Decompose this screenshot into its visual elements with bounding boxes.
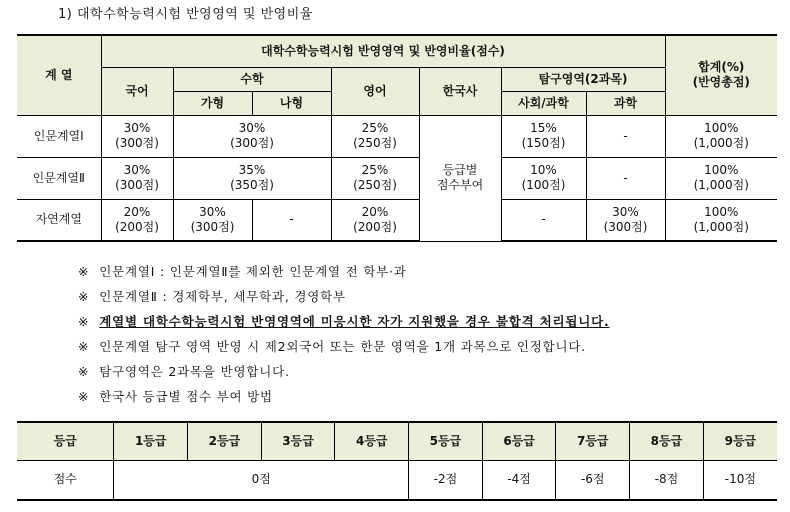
header-math-a: 가형 bbox=[173, 91, 252, 115]
section-heading: 1) 대학수학능력시험 반영영역 및 반영비율 bbox=[58, 7, 313, 22]
row-name: 자연계열 bbox=[17, 199, 101, 241]
cell-total: 100% (1,000점) bbox=[665, 115, 777, 157]
cell-english: 25% (250점) bbox=[331, 115, 419, 157]
note-mark: ※ bbox=[78, 389, 90, 404]
cell-social: 10% (100점) bbox=[501, 157, 586, 199]
note-item: ※ 한국사 등급별 점수 부여 방법 bbox=[78, 389, 273, 404]
grade-header: 5등급 bbox=[409, 422, 483, 460]
cell-science: - bbox=[586, 157, 665, 199]
reflection-ratio-table bbox=[17, 34, 777, 242]
header-science: 과학 bbox=[586, 91, 665, 115]
cell-social: - bbox=[501, 199, 586, 241]
cell-math-b: - bbox=[252, 199, 331, 241]
cell-total: 100% (1,000점) bbox=[665, 157, 777, 199]
cell-korean: 30% (300점) bbox=[101, 157, 173, 199]
row-name: 인문계열Ⅰ bbox=[17, 115, 101, 157]
score-cell: -6점 bbox=[556, 460, 630, 500]
score-label: 점수 bbox=[17, 460, 114, 500]
grade-header: 1등급 bbox=[114, 422, 188, 460]
note-item: ※ 인문계열Ⅱ : 경제학부, 세무학과, 경영학부 bbox=[78, 289, 346, 304]
cell-total: 100% (1,000점) bbox=[665, 199, 777, 241]
score-cell: -2점 bbox=[409, 460, 483, 500]
header-grade: 등급 bbox=[17, 422, 114, 460]
note-mark: ※ bbox=[78, 264, 90, 279]
grade-header: 6등급 bbox=[482, 422, 556, 460]
header-group: 계 열 bbox=[17, 35, 101, 115]
cell-science: 30% (300점) bbox=[586, 199, 665, 241]
cell-english: 25% (250점) bbox=[331, 157, 419, 199]
header-social: 사회/과학 bbox=[501, 91, 586, 115]
grade-header: 3등급 bbox=[261, 422, 335, 460]
header-inquiry: 탐구영역(2과목) bbox=[501, 67, 665, 91]
table-row bbox=[17, 199, 777, 241]
history-grade-table bbox=[17, 421, 777, 501]
grade-header: 7등급 bbox=[556, 422, 630, 460]
note-mark: ※ bbox=[78, 314, 90, 329]
header-history: 한국사 bbox=[419, 67, 501, 115]
cell-korean: 20% (200점) bbox=[101, 199, 173, 241]
header-main: 대학수학능력시험 반영영역 및 반영비율(점수) bbox=[101, 35, 665, 67]
grade-header: 4등급 bbox=[335, 422, 409, 460]
note-mark: ※ bbox=[78, 289, 90, 304]
note-item-emphasis: ※ 계열별 대학수학능력시험 반영영역에 미응시한 자가 지원했을 경우 불합격 처리됩니다. bbox=[78, 314, 610, 329]
note-mark: ※ bbox=[78, 364, 90, 379]
header-korean: 국어 bbox=[101, 67, 173, 115]
grade-header: 2등급 bbox=[188, 422, 262, 460]
cell-math-a: 30% (300점) bbox=[173, 199, 252, 241]
header-math: 수학 bbox=[173, 67, 331, 91]
score-cell: -4점 bbox=[482, 460, 556, 500]
table-row bbox=[17, 115, 777, 157]
header-math-b: 나형 bbox=[252, 91, 331, 115]
cell-korean: 30% (300점) bbox=[101, 115, 173, 157]
cell-history: 등급별 점수부여 bbox=[419, 115, 501, 241]
grade-header: 8등급 bbox=[630, 422, 704, 460]
score-cell: -8점 bbox=[630, 460, 704, 500]
table-row bbox=[17, 157, 777, 199]
grade-header: 9등급 bbox=[703, 422, 777, 460]
note-item: ※ 탐구영역은 2과목을 반영합니다. bbox=[78, 364, 290, 379]
header-total: 합계(%) (반영총점) bbox=[665, 35, 777, 115]
note-item: ※ 인문계열Ⅰ : 인문계열Ⅱ를 제외한 인문계열 전 학부·과 bbox=[78, 264, 407, 279]
score-cell: -10점 bbox=[703, 460, 777, 500]
cell-social: 15% (150점) bbox=[501, 115, 586, 157]
cell-math: 30% (300점) bbox=[173, 115, 331, 157]
row-name: 인문계열Ⅱ bbox=[17, 157, 101, 199]
score-cell: 0점 bbox=[114, 460, 409, 500]
cell-math: 35% (350점) bbox=[173, 157, 331, 199]
note-item: ※ 인문계열 탐구 영역 반영 시 제2외국어 또는 한문 영역을 1개 과목으로 인정합니다. bbox=[78, 339, 587, 354]
cell-english: 20% (200점) bbox=[331, 199, 419, 241]
notes-list bbox=[78, 259, 610, 409]
header-english: 영어 bbox=[331, 67, 419, 115]
note-mark: ※ bbox=[78, 339, 90, 354]
cell-science: - bbox=[586, 115, 665, 157]
